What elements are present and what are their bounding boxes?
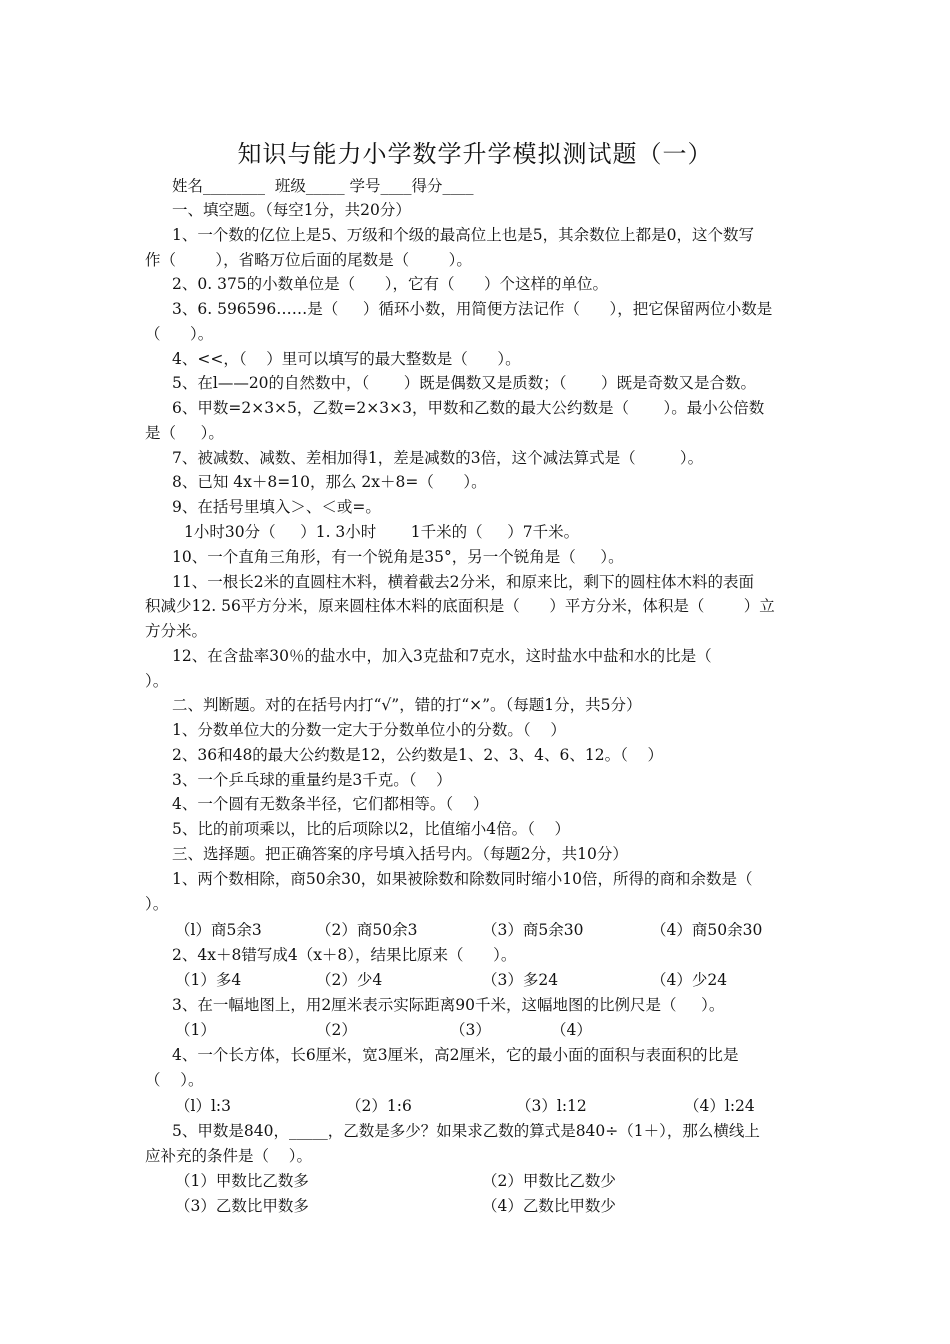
question-text: 作（ ），省略万位后面的尾数是（ ）。 bbox=[145, 251, 472, 269]
question-text: 1、分数单位大的分数一定大于分数单位小的分数。（ ） bbox=[172, 721, 566, 739]
question-text: 3、一个乒乓球的重量约是3千克。（ ） bbox=[172, 771, 452, 789]
option-text: （1） bbox=[175, 1021, 216, 1039]
question-text: 5、比的前项乘以，比的后项除以2，比值缩小4倍。（ ） bbox=[172, 820, 571, 838]
option-text: （4） bbox=[551, 1021, 592, 1039]
question-text: （ ）。 bbox=[145, 325, 214, 343]
option-text: （2）商50余3 bbox=[316, 921, 418, 939]
question-text: 3、在一幅地图上，用2厘米表示实际距离90千米，这幅地图的比例尺是（ ）。 bbox=[172, 996, 725, 1014]
section3-heading: 三、选择题。把正确答案的序号填入括号内。（每题2分，共10分） bbox=[172, 845, 628, 863]
question-text: 7、被减数、减数、差相加得1，差是减数的3倍，这个减法算式是（ ）。 bbox=[172, 449, 704, 467]
question-text: 是（ ）。 bbox=[145, 424, 224, 442]
question-text: 4、<<，（ ）里可以填写的最大整数是（ ）。 bbox=[172, 350, 521, 368]
option-text: （1）甲数比乙数多 bbox=[175, 1172, 309, 1190]
question-text: （ ）。 bbox=[145, 1071, 204, 1089]
option-text: （4）乙数比甲数少 bbox=[482, 1197, 616, 1215]
question-text: 1、两个数相除，商50余30，如果被除数和除数同时缩小10倍，所得的商和余数是（ bbox=[172, 870, 753, 888]
question-text: 11、一根长2米的直圆柱木料，横着截去2分米，和原来比，剩下的圆柱体木料的表面 bbox=[172, 573, 754, 591]
question-text: 12、在含盐率30％的盐水中，加入3克盐和7克水，这时盐水中盐和水的比是（ bbox=[172, 647, 712, 665]
option-text: （2）少4 bbox=[316, 971, 383, 989]
question-text: 1小时30分（ ）1. 3小时 1千米的（ ）7千米。 bbox=[184, 523, 580, 541]
question-text: 9、在括号里填入＞、＜或=。 bbox=[172, 498, 381, 516]
question-text: 5、在l——20的自然数中，（ ）既是偶数又是质数；（ ）既是奇数又是合数。 bbox=[172, 374, 757, 392]
question-text: 应补充的条件是（ ）。 bbox=[145, 1147, 312, 1165]
question-text: 1、一个数的亿位上是5、万级和个级的最高位上也是5，其余数位上都是0，这个数写 bbox=[172, 226, 754, 244]
option-text: （l）商5余3 bbox=[175, 921, 262, 939]
question-text: 方分米。 bbox=[145, 622, 208, 640]
option-text: （2）甲数比乙数少 bbox=[482, 1172, 616, 1190]
question-text: 4、一个圆有无数条半径，它们都相等。（ ） bbox=[172, 795, 489, 813]
option-text: （3）乙数比甲数多 bbox=[175, 1197, 309, 1215]
option-text: （2） bbox=[316, 1021, 357, 1039]
option-text: （2）1:6 bbox=[346, 1097, 412, 1115]
option-text: （3）l:12 bbox=[516, 1097, 587, 1115]
section2-heading: 二、判断题。对的在括号内打“√”，错的打“×”。（每题1分，共5分） bbox=[172, 696, 642, 714]
option-text: （4）商50余30 bbox=[651, 921, 763, 939]
option-text: （3）商5余30 bbox=[482, 921, 584, 939]
question-text: 4、一个长方体，长6厘米，宽3厘米，高2厘米，它的最小面的面积与表面积的比是 bbox=[172, 1046, 739, 1064]
option-text: （l）l:3 bbox=[175, 1097, 231, 1115]
question-text: 8、已知 4x＋8=10，那么 2x＋8=（ ）。 bbox=[172, 473, 487, 491]
section1-heading: 一、填空题。（每空1分，共20分） bbox=[172, 201, 411, 219]
question-text: 3、6. 596596……是（ ）循环小数，用简便方法记作（ ），把它保留两位小数是 bbox=[172, 300, 773, 318]
question-text: 10、一个直角三角形，有一个锐角是35°，另一个锐角是（ ）。 bbox=[172, 548, 624, 566]
option-text: （3）多24 bbox=[482, 971, 559, 989]
question-text: 6、甲数=2×3×5，乙数=2×3×3，甲数和乙数的最大公约数是（ ）。最小公倍数 bbox=[172, 399, 765, 417]
question-text: ）。 bbox=[145, 672, 169, 690]
question-text: 5、甲数是840，_____，乙数是多少？如果求乙数的算式是840÷（1＋），那么横线上 bbox=[172, 1122, 760, 1140]
option-text: （3） bbox=[450, 1021, 491, 1039]
question-text: 积减少12. 56平方分米，原来圆柱体木料的底面积是（ ）平方分米，体积是（ ）立 bbox=[145, 597, 775, 615]
option-text: （4）少24 bbox=[651, 971, 728, 989]
option-text: （1）多4 bbox=[175, 971, 242, 989]
student-info-line: 姓名________ 班级_____ 学号____得分____ bbox=[172, 177, 474, 195]
page-title: 知识与能力小学数学升学模拟测试题（一） bbox=[237, 140, 713, 168]
question-text: 2、36和48的最大公约数是12，公约数是1、2、3、4、6、12。（ ） bbox=[172, 746, 664, 764]
question-text: 2、4x＋8错写成4（x＋8），结果比原来（ ）。 bbox=[172, 946, 517, 964]
question-text: 2、0. 375的小数单位是（ ），它有（ ）个这样的单位。 bbox=[172, 275, 609, 293]
question-text: ）。 bbox=[145, 895, 169, 913]
option-text: （4）l:24 bbox=[684, 1097, 755, 1115]
